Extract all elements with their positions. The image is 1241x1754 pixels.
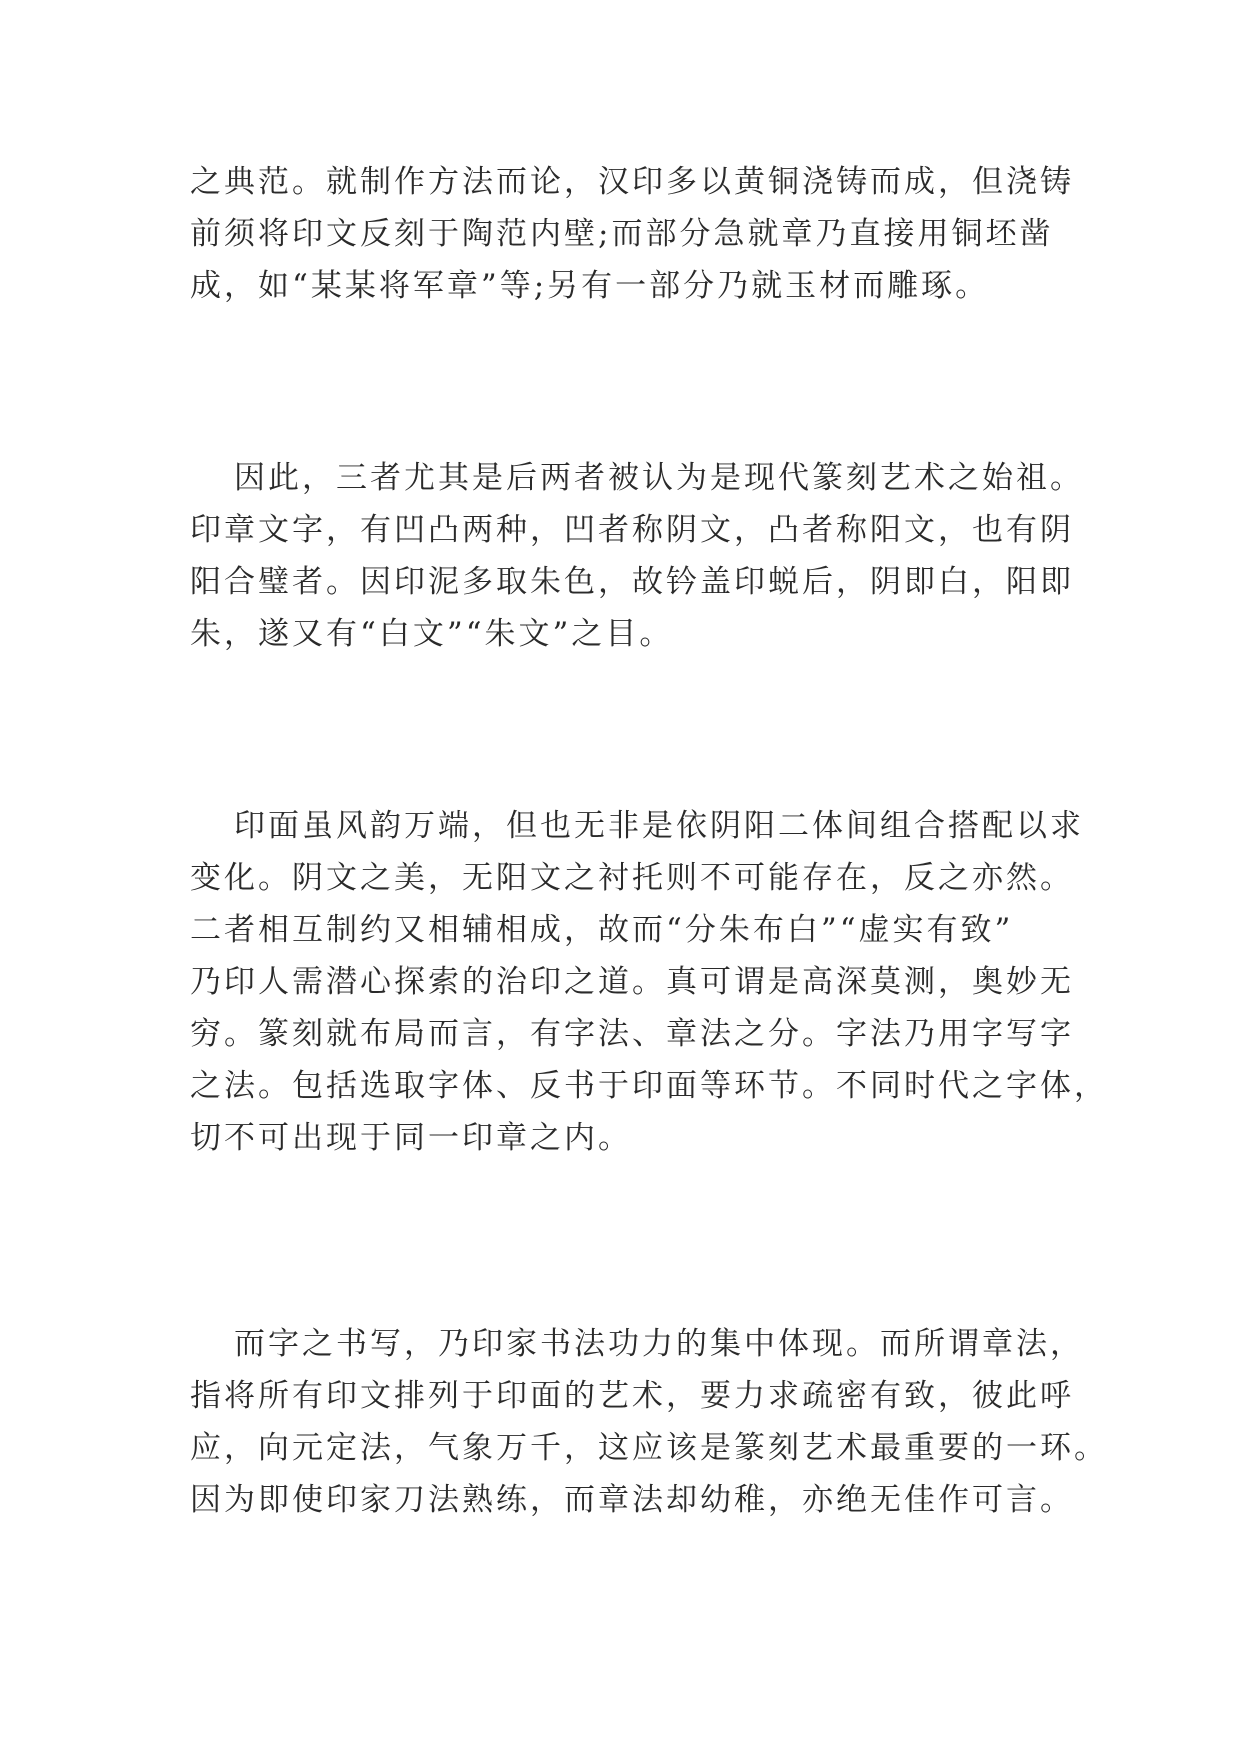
paragraph-1 — [190, 156, 1074, 312]
text-line: 成，如“某某将军章”等;另有一部分乃就玉材而雕琢。 — [190, 268, 990, 304]
text-line: 因为即使印家刀法熟练，而章法却幼稚，亦绝无佳作可言。 — [190, 1482, 1074, 1518]
text-line: 前须将印文反刻于陶范内壁;而部分急就章乃直接用铜坯凿 — [190, 216, 1054, 252]
text-line: 变化。阴文之美，无阳文之衬托则不可能存在，反之亦然。 — [190, 860, 1074, 896]
text-line: 之法。包括选取字体、反书于印面等环节。不同时代之字体， — [190, 1068, 1108, 1104]
text-line: 而字之书写，乃印家书法功力的集中体现。而所谓章法， — [234, 1326, 1084, 1362]
text-line: 指将所有印文排列于印面的艺术，要力求疏密有致，彼此呼 — [190, 1378, 1074, 1414]
text-line: 应，向元定法，气象万千，这应该是篆刻艺术最重要的一环。 — [190, 1430, 1108, 1466]
paragraph-2 — [190, 452, 1084, 660]
text-line: 印面虽风韵万端，但也无非是依阴阳二体间组合搭配以求 — [234, 808, 1084, 844]
text-line: 印章文字，有凹凸两种，凹者称阴文，凸者称阳文，也有阴 — [190, 512, 1074, 548]
text-line: 因此，三者尤其是后两者被认为是现代篆刻艺术之始祖。 — [234, 460, 1084, 496]
text-line: 乃印人需潜心探索的治印之道。真可谓是高深莫测，奥妙无 — [190, 964, 1074, 1000]
text-line: 阳合璧者。因印泥多取朱色，故钤盖印蜕后，阴即白，阳即 — [190, 564, 1074, 600]
text-line: 朱，遂又有“白文”“朱文”之目。 — [190, 616, 674, 652]
paragraph-4 — [190, 1318, 1108, 1526]
text-line: 切不可出现于同一印章之内。 — [190, 1120, 632, 1156]
text-line: 二者相互制约又相辅相成，故而“分朱布白”“虚实有致” — [190, 912, 1014, 948]
paragraph-3 — [190, 800, 1108, 1164]
text-line: 穷。篆刻就布局而言，有字法、章法之分。字法乃用字写字 — [190, 1016, 1074, 1052]
text-line: 之典范。就制作方法而论，汉印多以黄铜浇铸而成，但浇铸 — [190, 164, 1074, 200]
